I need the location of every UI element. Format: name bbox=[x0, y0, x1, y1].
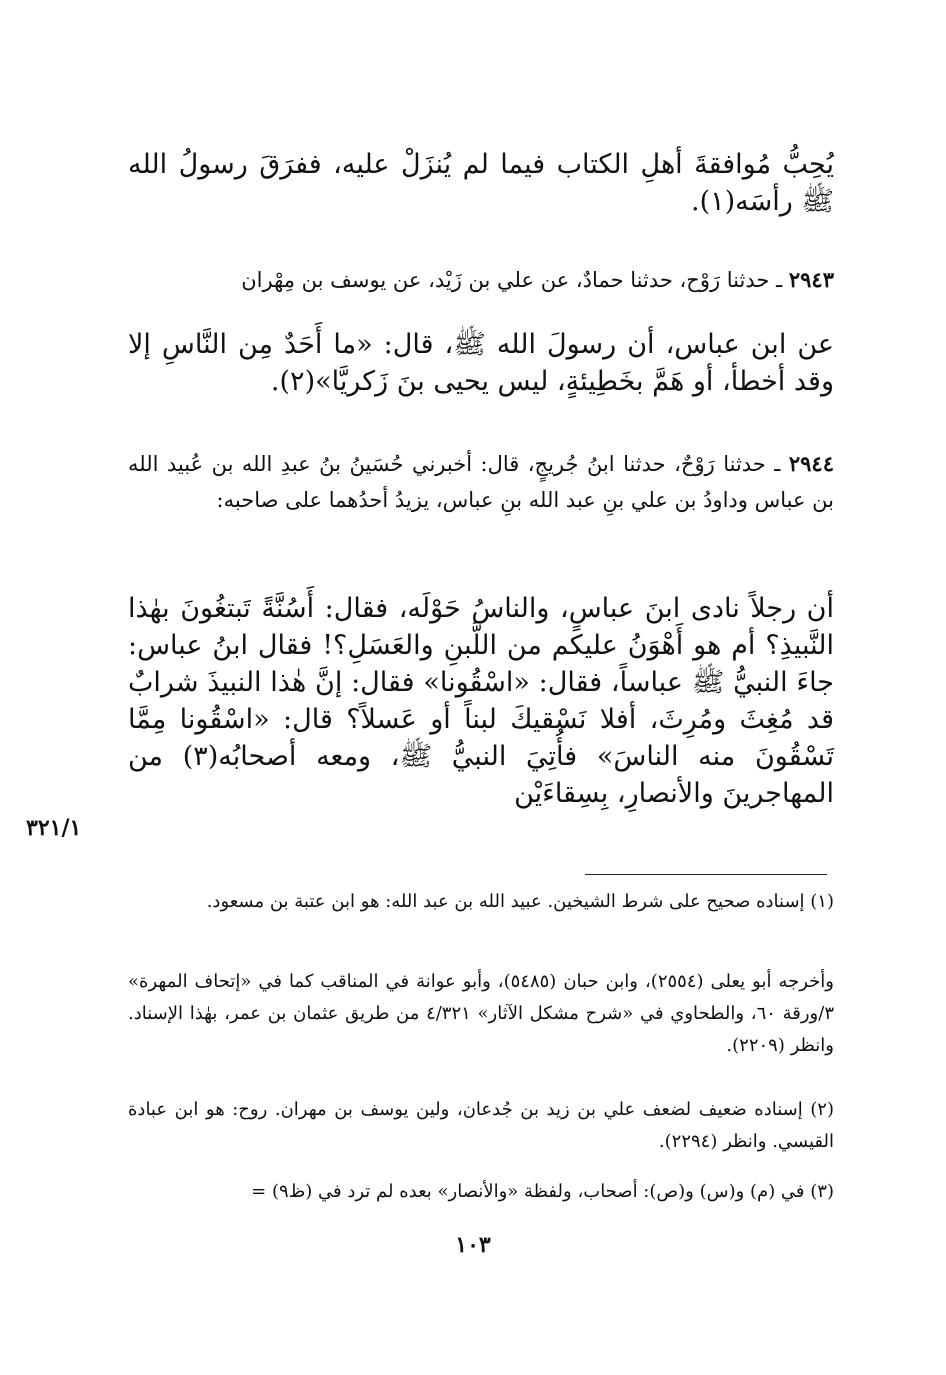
hadith-2944-chain bbox=[128, 446, 834, 518]
matn-text: أن رجلاً نادى ابنَ عباسٍ، والناسُ حَوْلَه، فقال: أَسُنَّةً تَبتغُونَ بهٰذا النَّبيذِ؟ أم هو أَهْوَنُ عليكم من اللَّبنِ والعَسَلِ؟! فقال ابنُ عباس: جاءَ النبيُّ ﷺ عباساً، فقال: «اسْقُونا» فقال: إنَّ هٰذا النبيذَ شرابٌ قد مُغِثَ ومُرِثَ، أفلا نَسْقيكَ لبناً أو عَسلاً؟ قال: «اسْقُونا مِمَّا تَسْقُونَ منه الناسَ» فأُتِيَ النبيُّ ﷺ، ومعه أصحابُه(٣) من المهاجرينَ والأنصارِ، بِسِقاءَيْن bbox=[128, 593, 834, 809]
hadith-number: ٢٩٤٣ bbox=[788, 267, 834, 292]
footnote-text: (١) إسناده صحيح على شرط الشيخين. عبيد الله بن عبد الله: هو ابن عتبة بن مسعود. bbox=[206, 891, 834, 912]
hadith-2943-text bbox=[128, 326, 834, 400]
margin-reference: ٣٢١/١ bbox=[26, 815, 82, 841]
hadith-number: ٢٩٤٤ bbox=[788, 451, 834, 476]
isnad-text: ـ حدثنا رَوْحٌ، حدثنا ابنُ جُريجٍ، قال: أخبرني حُسَينُ بنُ عبدِ الله بن عُبيد الله بن عباس وداودُ بن علي بنِ عبد الله بنِ عباس، يزيدُ أحدُهما على صاحبه: bbox=[128, 452, 834, 512]
footnote-text: وأخرجه أبو يعلى (٢٥٥٤)، وابن حبان (٥٤٨٥)، وأبو عوانة في المناقب كما في «إتحاف المهرة» ٣/ورقة ٦٠، والطحاوي في «شرح مشكل الآثار» ٤/٣٢١ من طريق عثمان بن عمر، بهٰذا الإسناد. وانظر (٢٢٠٩). bbox=[128, 971, 834, 1056]
footnote-2 bbox=[128, 1094, 834, 1158]
footnote-separator bbox=[585, 874, 827, 875]
footnote-3 bbox=[128, 1176, 834, 1208]
isnad-text: ـ حدثنا رَوْح، حدثنا حمادٌ، عن علي بن زَيْد، عن يوسف بن مِهْران bbox=[241, 268, 789, 292]
footnote-1 bbox=[128, 886, 834, 918]
matn-text: عن ابن عباس، أن رسولَ الله ﷺ، قال: «ما أَحَدٌ مِن النَّاسِ إلا وقد أخطأ، أو هَمَّ بخَطِيئةٍ، ليس يحيى بنَ زَكريَّا»(٢). bbox=[128, 329, 834, 397]
footnote-text: (٣) في (م) و(س) و(ص): أصحاب، ولفظة «والأنصار» بعده لم ترد في (ظ٩) = bbox=[251, 1181, 834, 1202]
footnote-1-continued bbox=[128, 966, 834, 1062]
hadith-2944-text bbox=[128, 590, 834, 812]
page-number: ١٠٣ bbox=[455, 1232, 491, 1258]
continuation-text: يُحِبُّ مُوافقةَ أهلِ الكتاب فيما لم يُنزَلْ عليه، ففرَقَ رسولُ الله ﷺ رأسَه(١). bbox=[128, 149, 834, 217]
continuation-paragraph bbox=[128, 146, 834, 220]
hadith-2943-chain bbox=[128, 262, 834, 298]
footnote-text: (٢) إسناده ضعيف لضعف علي بن زيد بن جُدعان، ولين يوسف بن مهران. روح: هو ابن عبادة القيسي. وانظر (٢٢٩٤). bbox=[128, 1099, 834, 1152]
